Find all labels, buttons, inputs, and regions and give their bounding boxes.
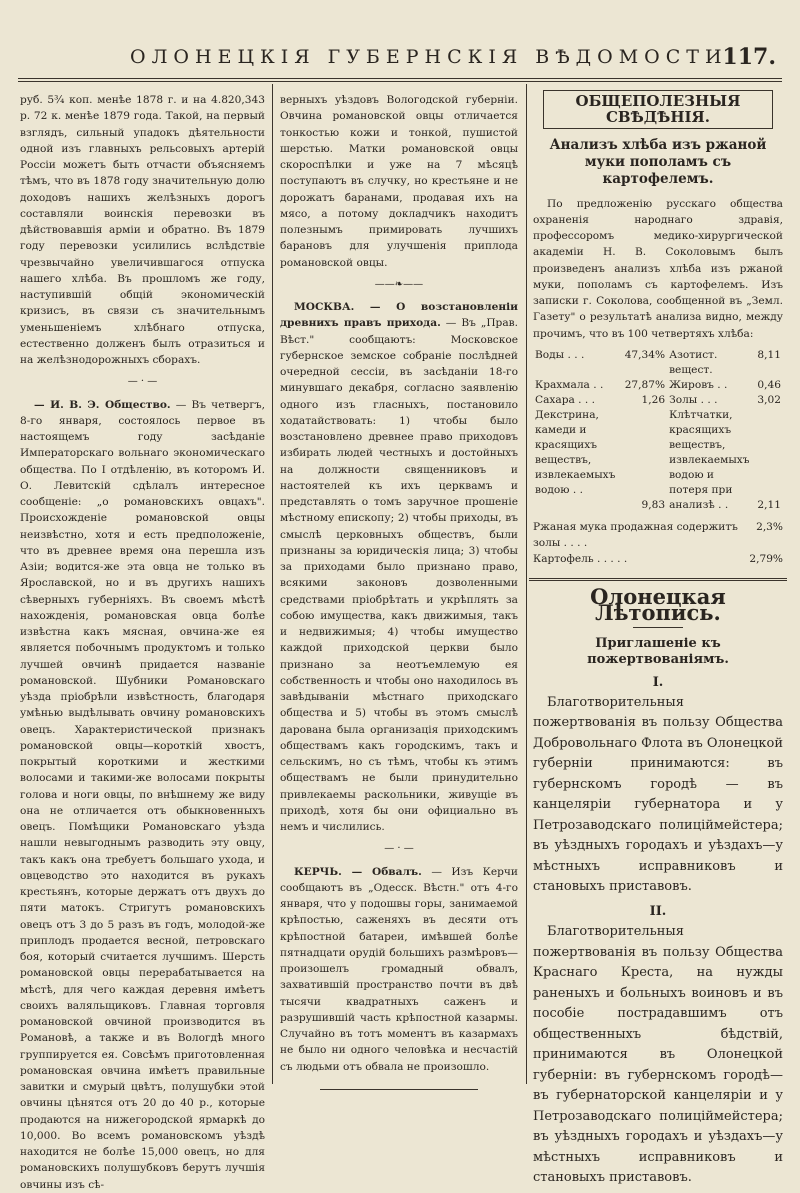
header-rule-top <box>18 78 782 79</box>
potato-label: Картофель . . . . . <box>533 553 628 566</box>
analysis-label: Клѣтчатки, красящихъ веществъ, извлекаемыхъ водою и потеря при анализѣ . . <box>669 408 750 511</box>
column-1 <box>20 92 265 1193</box>
section-number-1: I. <box>652 674 664 690</box>
article-title: Анализъ хлѣба изъ ржаной муки пополамъ съ картофелемъ. <box>549 136 767 187</box>
society-article-head: — И. В. Э. Общество. <box>34 398 171 411</box>
analysis-row <box>533 348 783 378</box>
rye-ash-label: Ржаная мука продажная содержитъ золы . . . . <box>533 520 738 549</box>
analysis-value: 47,34% <box>624 348 666 361</box>
analysis-label: Золы . . . <box>669 393 718 406</box>
page-number: 117. <box>722 44 776 70</box>
moscow-article-body: — Въ „Прав. Вѣст." сообщаютъ: Московское губернское земское собраніе послѣдней очередной сессіи, въ засѣданіи 18-го минувшаго декабря, согласно заявленію одного изъ гласныхъ, постановило ходатайствовать: 1) чтобы было возстановлено древнее право приходовъ избирать людей честныхъ и достойныхъ на должности священниковъ и настоятелей къ ихъ церквамъ и представлять о томъ заручное прошеніе мѣстному епископу; 2) чтобы приходы, въ смыслѣ церковныхъ обществъ, были признаны за юридическія лица; 3) чтобы за приходами было признано право, всякими законовъ дозволенными средствами пріобрѣтать и укрѣплять за собою имущества, какъ движимыя, такъ и недвижимыя; 4) чтобы имущество каждой приходской церкви было признано за неотъемлемую ея собственность и чтобы оно находилось въ завѣдываніи мѣстнаго приходскаго общества и 5) чтобы въ этомъ смыслѣ дарована была организація приходскимъ обществамъ какъ городскимъ, такъ и сельскимъ, но съ тѣмъ, чтобы къ этимъ обществамъ не были принудительно привлекаемы раскольники, живущіе въ приходѣ, хотя бы они официально въ немъ и числились. <box>280 317 518 833</box>
kerch-article-head: КЕРЧЬ. — Обвалъ. <box>294 865 422 878</box>
society-article-body: — Въ четвергъ, 8-го января, состоялось первое въ настоящемъ году засѣданіе Императорскаго вольнаго экономическаго общества. По I отдѣленію, въ которомъ И. О. Левитскій сдѣлалъ интересное сообщеніе: „о романовскихъ овцахъ". Происхожденіе романовской овцы неизвѣстно, хотя и есть предположеніе, что въ древнее время она перешла изъ Азіи; водится-же эта овца не только въ Ярославской, но и въ другихъ нашихъ сѣверныхъ губерніяхъ. Въ своемъ мѣстѣ нахожденія, романовская овца болѣе извѣстна какъ мясная, овчина-же ея является побочнымъ продуктомъ и только лучшей овчинѣ придается названіе романовской. Шубники Романовскаго уѣзда пріобрѣли извѣстность, благодаря умѣнью выдѣлывать овчину романовскихъ овецъ. Характеристической признакъ романовской овцы—короткій хвостъ, покрытый короткими и жесткими волосами и такими-же волосами покрыты голова и ноги овцы, по внѣшнему же виду она не отличается отъ обыкновенныхъ овецъ. Помѣщики Романовскаго уѣзда нашли невыгоднымъ разводить эту овцу, такъ какъ она требуетъ большаго ухода, и овцеводство это находится въ рукахъ крестьянъ, которые держатъ отъ двухъ до пяти матокъ. Стригутъ романовскихъ овецъ отъ 3 до 5 разъ въ годъ, молодой-же приплодъ продается весной, петровскаго боя, который считается лучшимъ. Шерсть романовской овцы перерабатывается на мѣстѣ, для чего каждая деревня имѣетъ своихъ валяльщиковъ. Главная торговля романовской овчиной производится въ Романовѣ, а также и въ Вологдѣ много группируется ея. Совсѣмъ приготовленная романовская овчина имѣетъ правильные завитки и смурый цвѣтъ, полушубки этой овчины цѣнятся отъ 20 до 40 р., которые продаются на нижегородской ярмаркѣ до 10,000. Во всемъ романовскомъ уѣздѣ находится не болѣе 15,000 овецъ, но для романовскихъ полушубковъ берутъ лучшія овчины изъ сѣ- <box>20 398 265 1191</box>
analysis-intro: По предложенію русскаго общества охраненія народнаго здравія, профессоромъ медико-хирургической академіи Н. В. Соколовымъ былъ произведенъ анализъ хлѣба изъ ржаной муки, пополамъ съ картофелемъ. Изъ записки г. Соколова, сообщенной въ „Земл. Газету" о результатѣ анализа видно, между прочимъ, что въ 100 четвертяхъ хлѣба: <box>533 197 783 340</box>
analysis-label: Декстрина, камеди и красящихъ веществъ, извлекаемыхъ водою . . <box>535 408 616 496</box>
column-end-rule <box>320 1089 478 1090</box>
analysis-row <box>533 378 783 393</box>
rye-ash-row <box>533 519 783 552</box>
rye-ash-value: 2,3% <box>756 520 783 533</box>
analysis-value: 8,11 <box>757 348 781 361</box>
column-divider-1 <box>272 84 273 1084</box>
analysis-value: 27,87% <box>624 378 666 391</box>
analysis-label: Крахмала . . <box>535 378 604 391</box>
kerch-article-body: — Изъ Керчи сообщаютъ въ „Одесск. Вѣстн." отъ 4-го января, что у подошвы горы, занимаемой крѣпостью, саженяхъ въ десяти отъ крѣпостной батареи, имѣвшей болѣе пятнадцати орудій большихъ размѣровъ—произошелъ громадный обвалъ, захватившій пространство почти въ двѣ тысячи квадратныхъ саженъ и разрушившій часть крѣпостной казармы. Случайно въ тотъ моментъ въ казармахъ не было ни одного человѣка и несчастій съ людьми отъ обвала не произошло. <box>280 865 518 1073</box>
separator: — · — <box>384 843 414 855</box>
analysis-label: Азотист. вещест. <box>669 348 718 376</box>
column-divider-2 <box>526 84 527 1084</box>
analysis-label: Жировъ . . <box>669 378 728 391</box>
analysis-row <box>533 393 783 408</box>
analysis-value: 3,02 <box>757 393 781 406</box>
invitation-2: Благотворительныя пожертвованія въ пользу Общества Краснаго Креста, на нужды раненыхъ и больныхъ воиновъ и въ пособіе пострадавшимъ отъ общественныхъ бѣдствій, принимаются въ Олонецкой губерніи: въ губернскомъ городѣ—въ губернаторской канцеляріи и у Петрозаводскаго полиціймейстера; въ уѣздныхъ городахъ и уѣздахъ—у мѣстныхъ исправниковъ и становыхъ приставовъ. <box>533 924 783 1185</box>
analysis-table <box>533 348 783 513</box>
chronicle-title: Олонецкая Лѣтопись. <box>590 583 726 625</box>
potato-row <box>533 551 783 567</box>
analysis-label: Сахара . . . <box>535 393 596 406</box>
kerch-article <box>280 864 518 1075</box>
column-3 <box>533 90 783 1189</box>
newspaper-title: ОЛОНЕЦКІЯ ГУБЕРНСКІЯ ВѢДОМОСТИ. <box>130 46 740 68</box>
analysis-value: 2,11 <box>757 498 781 511</box>
analysis-label: Воды . . . <box>535 348 585 361</box>
section-title: ОБЩЕПОЛЕЗНЫЯ СВѢДѢНІЯ. <box>543 90 773 129</box>
analysis-value: 0,46 <box>757 378 781 391</box>
potato-value: 2,79% <box>749 553 783 566</box>
analysis-row <box>533 408 783 513</box>
column-2 <box>280 92 518 1096</box>
header-rule-bottom <box>18 81 782 82</box>
society-article <box>20 397 265 1193</box>
invite-title: Приглашеніе къ пожертвованіямъ. <box>587 636 729 668</box>
sheep-continuation: верныхъ уѣздовъ Вологодской губерніи. Овчина романовской овцы отличается тонкостью кожи и тонкой, пушистой шерстью. Матки романовской овцы скороспѣлки и уже на 7 мѣсяцѣ поступаютъ въ случку, но крестьяне и не дорожатъ баранами, продавая ихъ на мясо, а потому докладчикъ находитъ полезнымъ примировать лучшихъ барановъ для улучшенія приплода романовской овцы. <box>280 94 518 269</box>
moscow-article <box>280 299 518 835</box>
section-number-2: II. <box>649 903 667 919</box>
separator: ——❧—— <box>374 278 424 290</box>
moscow-article-head: МОСКВА. — О возстановленіи древнихъ правъ прихода. <box>280 301 518 330</box>
page-header <box>20 40 780 70</box>
invitation-1: Благотворительныя пожертвованія въ пользу Общества Добровольнаго Флота въ Олонецкой губерніи принимаются: въ губернскомъ городѣ — въ канцеляріи губернатора и у Петрозаводскаго полиціймейстера; въ уѣздныхъ городахъ и уѣздахъ—у мѣстныхъ исправниковъ и становыхъ приставовъ. <box>533 694 783 895</box>
section-divider <box>529 578 787 581</box>
separator: — · — <box>127 376 158 388</box>
analysis-value: 1,26 <box>641 393 666 406</box>
title-rule <box>633 627 683 628</box>
railway-paragraph: руб. 5¾ коп. менѣе 1878 г. и на 4.820,343 р. 72 к. менѣе 1879 года. Такой, на первый взглядъ, сильный упадокъ дѣятельности одной изъ главныхъ рельсовыхъ артерій Россіи можетъ быть отчасти объясняемъ тѣмъ, что въ 1878 году значительную долю доходовъ нашихъ желѣзныхъ дорогъ составляли воинскія перевозки въ дѣйствовавшія арміи и обратно. Въ 1879 году перевозки усилились вслѣдствіе чрезвычайно увеличившагося отпуска нашего хлѣба. Въ прошломъ же году, наступившій общій экономическій кризисъ, въ связи съ значительнымъ уменьшеніемъ хлѣбнаго отпуска, естественно долженъ былъ отразиться и на желѣзнодорожныхъ сборахъ. <box>20 94 265 366</box>
analysis-value: 9,83 <box>641 498 666 511</box>
